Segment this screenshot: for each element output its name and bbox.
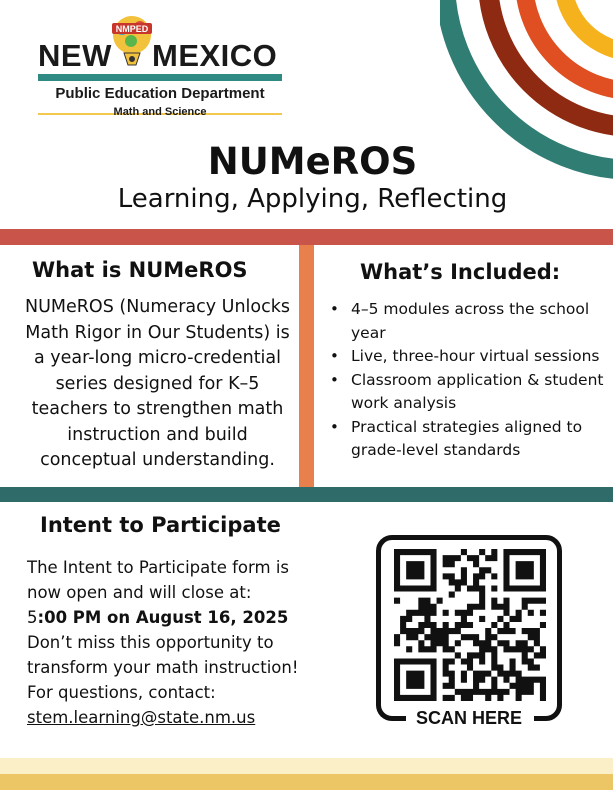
intent-details: [27, 555, 347, 730]
included-heading: What’s Included:: [360, 260, 561, 284]
included-list: [330, 298, 605, 463]
deadline-prefix: 5: [27, 608, 38, 627]
page-title: NUMeROS: [207, 140, 418, 183]
qr-scan-label: SCAN HERE: [415, 708, 522, 728]
deadline-text: :00 PM on August 16, 2025: [37, 608, 289, 627]
red-band: [0, 229, 613, 245]
contact-email-link[interactable]: stem.learning@state.nm.us: [27, 708, 256, 727]
logo-word-new: NEW: [38, 38, 112, 73]
deadline: [27, 605, 347, 630]
nmped-badge-text: NMPED: [115, 24, 149, 34]
page-tagline: Learning, Applying, Reflecting: [117, 184, 508, 214]
about-heading: What is NUMeROS: [32, 258, 248, 282]
intent-heading: Intent to Participate: [40, 513, 281, 537]
teal-band: [0, 487, 613, 502]
logo-teal-bar: [38, 74, 282, 81]
qr-code-icon[interactable]: [394, 549, 546, 701]
intent-line: The Intent to Participate form is: [27, 558, 290, 577]
about-body: NUMeROS (Numeracy Unlocks Math Rigor in Our Students) is a year-long micro-credential series designed for K–5 teachers to strengthen math instruction and build conceptual understanding.: [25, 297, 290, 470]
qr-modules: [394, 549, 546, 701]
intent-line: For questions, contact:: [27, 683, 216, 702]
arc-yellow: [563, 0, 613, 52]
logo-word-mexico: MEXICO: [152, 38, 278, 73]
logo-department: Public Education Department: [55, 85, 265, 102]
footer-band-light: [0, 758, 613, 774]
list-item: • 4–5 modules across the school year: [330, 298, 605, 345]
column-divider: [299, 245, 314, 488]
list-item: • Practical strategies aligned to grade-level standards: [330, 416, 605, 463]
footer-band-dark: [0, 774, 613, 790]
list-item: • Live, three-hour virtual sessions: [330, 345, 605, 369]
intent-line: Don’t miss this opportunity to: [27, 633, 274, 652]
list-item: • Classroom application & student work analysis: [330, 369, 605, 416]
logo-subtitle: Math and Science: [113, 106, 207, 118]
intent-line: transform your math instruction!: [27, 658, 299, 677]
intent-line: now open and will close at:: [27, 583, 252, 602]
